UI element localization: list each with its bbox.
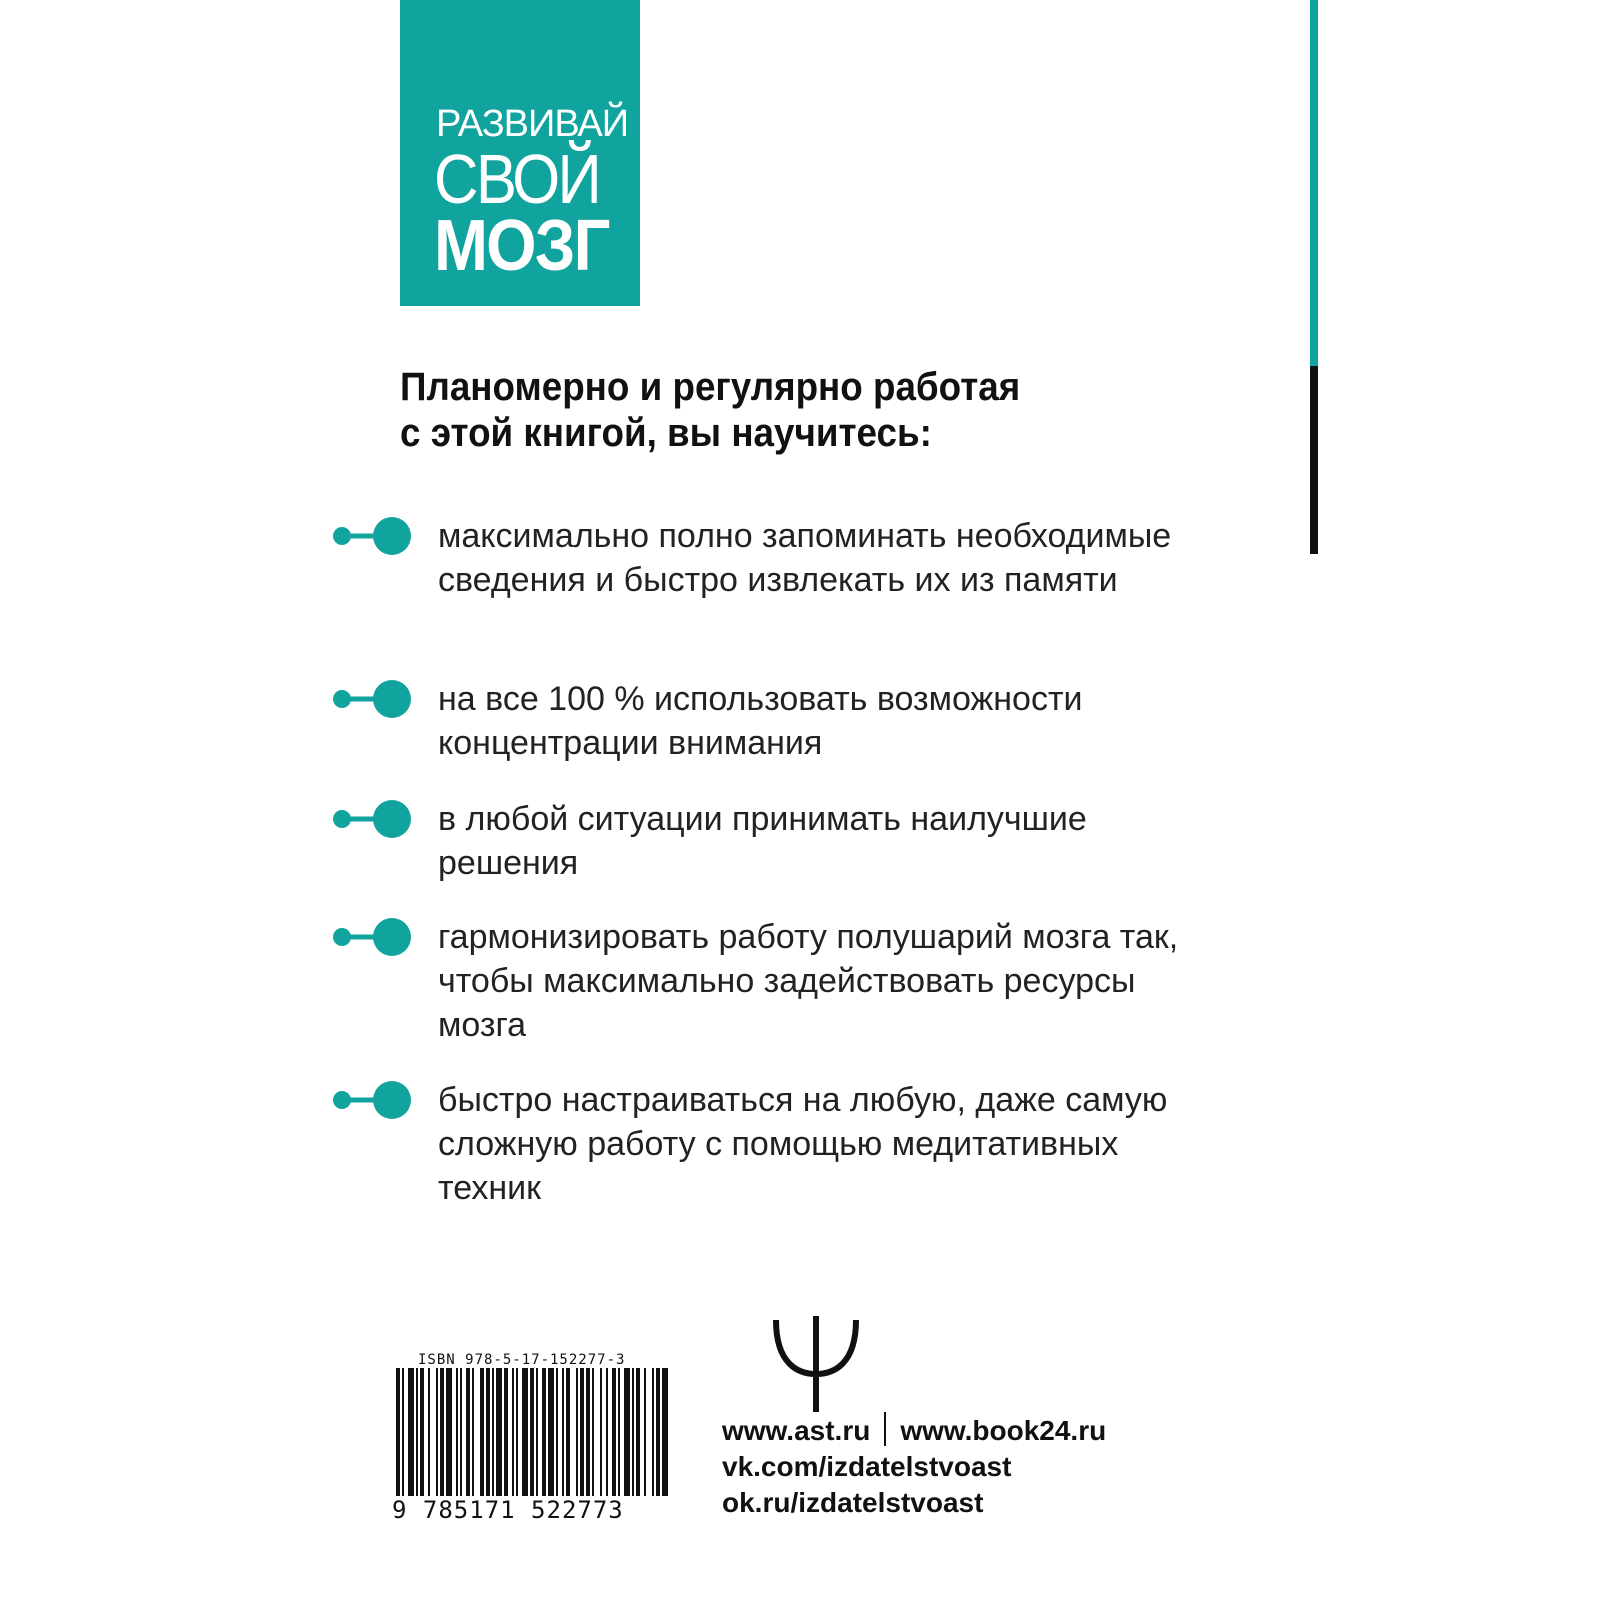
site-link-book24[interactable]: www.book24.ru	[900, 1415, 1107, 1446]
barcode-bar	[600, 1368, 602, 1496]
barcode-bar	[592, 1368, 594, 1496]
spine-stripe-teal	[1310, 0, 1318, 366]
barcode-bar	[396, 1368, 400, 1496]
barcode-bar	[460, 1368, 462, 1496]
headline	[400, 364, 1136, 456]
isbn-label: ISBN 978-5-17-152277-3	[418, 1352, 626, 1368]
barcode-bar	[652, 1368, 654, 1496]
bullet-dot-icon	[330, 915, 414, 959]
sites-row	[722, 1412, 1106, 1449]
barcode-bar	[636, 1368, 640, 1496]
barcode-bar	[556, 1368, 558, 1496]
barcode-bar	[436, 1368, 438, 1496]
barcode-bar	[530, 1368, 534, 1496]
series-line-1: РАЗВИВАЙ	[436, 103, 629, 145]
list-item-text: в любой ситуации принимать наилучшие решения	[438, 800, 1087, 882]
series-line-3: МОЗГ	[434, 206, 609, 286]
headline-line-2: с этой книгой, вы научитесь:	[400, 411, 932, 455]
site-link-ast[interactable]: www.ast.ru	[722, 1415, 871, 1446]
barcode-bar	[496, 1368, 502, 1496]
spine-stripe-black	[1310, 366, 1318, 554]
barcode-bar	[492, 1368, 494, 1496]
barcode-bar	[662, 1368, 668, 1496]
ok-link[interactable]: ok.ru/izdatelstvoast	[722, 1487, 984, 1518]
barcode-bar	[580, 1368, 584, 1496]
bullet-dot-icon	[330, 797, 414, 841]
headline-line-1: Планомерно и регулярно работая	[400, 365, 1021, 409]
barcode-bar	[446, 1368, 452, 1496]
list-item-text: на все 100 % использовать возможности концентрации внимания	[438, 680, 1083, 762]
barcode-bar	[504, 1368, 508, 1496]
barcode-bar	[466, 1368, 470, 1496]
barcode-bar	[576, 1368, 578, 1496]
barcode-bar	[562, 1368, 564, 1496]
publisher-links	[722, 1412, 1106, 1521]
barcode-bar	[472, 1368, 474, 1496]
list-item-text: быстро настраиваться на любую, даже самую сложную работу с помощью медитативных техник	[438, 1081, 1168, 1207]
barcode-bar	[402, 1368, 404, 1496]
vk-link[interactable]: vk.com/izdatelstvoast	[722, 1451, 1012, 1482]
series-line-2: СВОЙ	[434, 140, 600, 218]
barcode-bar	[542, 1368, 546, 1496]
barcode-bar	[420, 1368, 424, 1496]
barcode-bar	[440, 1368, 444, 1496]
barcode-bar	[416, 1368, 418, 1496]
psi-icon	[768, 1316, 864, 1412]
barcode	[392, 1368, 668, 1496]
barcode-bar	[586, 1368, 590, 1496]
list-item-text: гармонизировать работу полушарий мозга так, чтобы максимально задействовать ресурсы мозга	[438, 918, 1179, 1044]
barcode-bar	[612, 1368, 616, 1496]
series-logo-box	[400, 0, 640, 306]
barcode-bar	[536, 1368, 538, 1496]
bullet-dot-icon	[330, 1078, 414, 1122]
barcode-bar	[408, 1368, 414, 1496]
barcode-bar	[606, 1368, 608, 1496]
barcode-bar	[624, 1368, 630, 1496]
barcode-bar	[548, 1368, 554, 1496]
barcode-bar	[632, 1368, 634, 1496]
barcode-bar	[656, 1368, 660, 1496]
barcode-bar	[456, 1368, 458, 1496]
link-divider	[884, 1412, 886, 1446]
barcode-bar	[428, 1368, 430, 1496]
barcode-bar	[512, 1368, 514, 1496]
list-item-text: максимально полно запоминать необходимые сведения и быстро извлекать их из памяти	[438, 517, 1172, 599]
bullet-dot-icon	[330, 677, 414, 721]
barcode-number: 9 785171 522773	[392, 1496, 624, 1524]
barcode-bar	[566, 1368, 570, 1496]
barcode-bar	[486, 1368, 490, 1496]
barcode-bar	[480, 1368, 484, 1496]
barcode-bar	[522, 1368, 528, 1496]
bullet-dot-icon	[330, 514, 414, 558]
barcode-bar	[618, 1368, 620, 1496]
barcode-bar	[644, 1368, 646, 1496]
barcode-bar	[516, 1368, 518, 1496]
